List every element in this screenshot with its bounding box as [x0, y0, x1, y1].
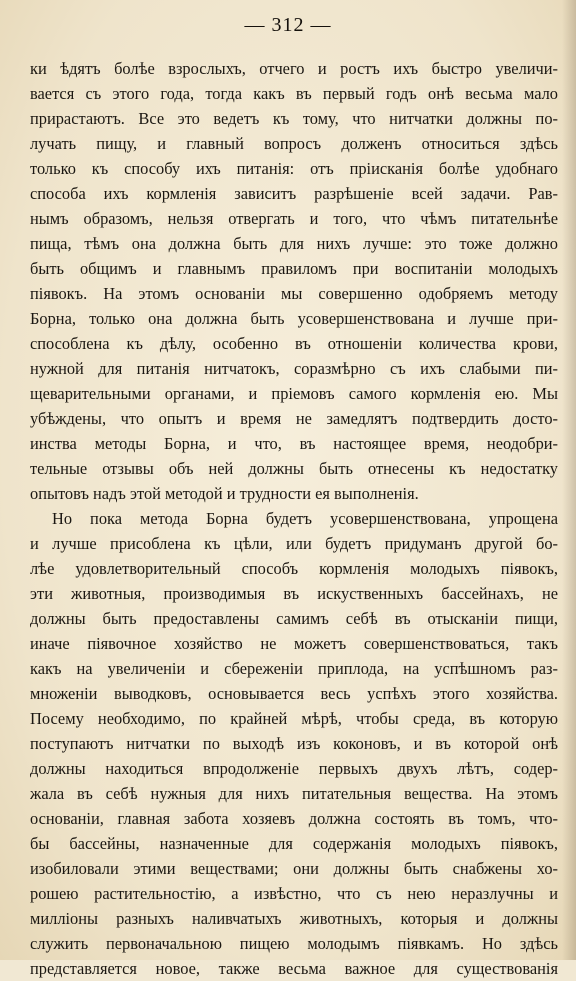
text-line: основаніи, главная забота хозяевъ должна состоять въ томъ, что-: [30, 809, 558, 828]
text-line: тельные отзывы объ ней должны быть отнесены къ недостатку: [30, 459, 558, 478]
body-text: [30, 56, 558, 981]
text-line: бы бассейны, назначенные для содержанія молодыхъ піявокъ,: [30, 834, 558, 853]
text-line: и лучше присоблена къ цѣли, или будетъ придуманъ другой бо-: [30, 534, 558, 553]
text-line: Посему необходимо, по крайней мѣрѣ, чтобы среда, въ которую: [30, 709, 558, 728]
paragraph-end-line: опытовъ надъ этой методой и трудности ея выполненія.: [30, 484, 419, 503]
text-line: милліоны разныхъ наливчатыхъ животныхъ, которыя и должны: [30, 909, 558, 928]
text-line: служить первоначальною пищею молодымъ піявкамъ. Но здѣсь: [30, 934, 558, 953]
text-line: прирастаютъ. Все это ведетъ къ тому, что нитчатки должны по-: [30, 109, 558, 128]
text-line: только къ способу ихъ питанія: отъ пріисканія болѣе удобнаго: [30, 159, 558, 178]
text-line: рошею растительностію, а извѣстно, что съ нею неразлучны и: [30, 884, 558, 903]
text-line: изобиловали этими веществами; они должны быть снабжены хо-: [30, 859, 558, 878]
text-line: пища, тѣмъ она должна быть для нихъ лучше: это тоже должно: [30, 234, 558, 253]
text-line: убѣждены, что опытъ и время не замедлятъ подтвердить досто-: [30, 409, 558, 428]
paragraph-start-line: Но пока метода Борна будетъ усовершенствована, упрощена: [52, 509, 558, 528]
text-line: ки ѣдятъ болѣе взрослыхъ, отчего и ростъ ихъ быстро увеличи-: [30, 59, 558, 78]
text-line: лучать пищу, и главный вопросъ долженъ относиться здѣсь: [30, 134, 558, 153]
text-line: нужной для питанія нитчатокъ, соразмѣрно съ ихъ слабыми пи-: [30, 359, 558, 378]
text-line: иначе піявочное хозяйство не можетъ совершенствоваться, такъ: [30, 634, 558, 653]
text-line: эти животныя, производимыя въ искуственныхъ бассейнахъ, не: [30, 584, 558, 603]
text-line: множеніи выводковъ, основывается весь успѣхъ этого хозяйства.: [30, 684, 558, 703]
text-line: Борна, только она должна быть усовершенствована и лучше при-: [30, 309, 558, 328]
page-number: — 312 —: [244, 14, 332, 36]
text-line: вается съ этого года, тогда какъ въ первый годъ онѣ весьма мало: [30, 84, 558, 103]
text-line: піявокъ. На этомъ основаніи мы совершенно одобряемъ методу: [30, 284, 558, 303]
text-line: должны быть предоставлены самимъ себѣ въ отысканіи пищи,: [30, 609, 558, 628]
text-line: быть общимъ и главнымъ правиломъ при воспитаніи молодыхъ: [30, 259, 558, 278]
page-edge-shadow: [562, 0, 576, 960]
text-line: щеварительными органами, и пріемовъ самого кормленія ею. Мы: [30, 384, 558, 403]
text-line: представляется новое, также весьма важное для существованія: [30, 959, 558, 978]
text-line: поступаютъ нитчатки по выходѣ изъ коконовъ, и въ которой онѣ: [30, 734, 558, 753]
text-line: инства методы Борна, и что, въ настоящее время, неодобри-: [30, 434, 558, 453]
text-line: лѣе удовлетворительный способъ кормленія молодыхъ піявокъ,: [30, 559, 558, 578]
text-line: нымъ образомъ, нельзя отвергать и того, что чѣмъ питательнѣе: [30, 209, 558, 228]
text-line: должны находиться впродолженіе первыхъ двухъ лѣтъ, содер-: [30, 759, 558, 778]
text-line: жала въ себѣ нужныя для нихъ питательныя вещества. На этомъ: [30, 784, 558, 803]
text-line: способа ихъ кормленія зависитъ разрѣшеніе всей задачи. Рав-: [30, 184, 558, 203]
text-line: какъ на увеличеніи и сбереженіи приплода, на успѣшномъ раз-: [30, 659, 558, 678]
text-line: способлена къ дѣлу, особенно въ отношеніи количества крови,: [30, 334, 558, 353]
